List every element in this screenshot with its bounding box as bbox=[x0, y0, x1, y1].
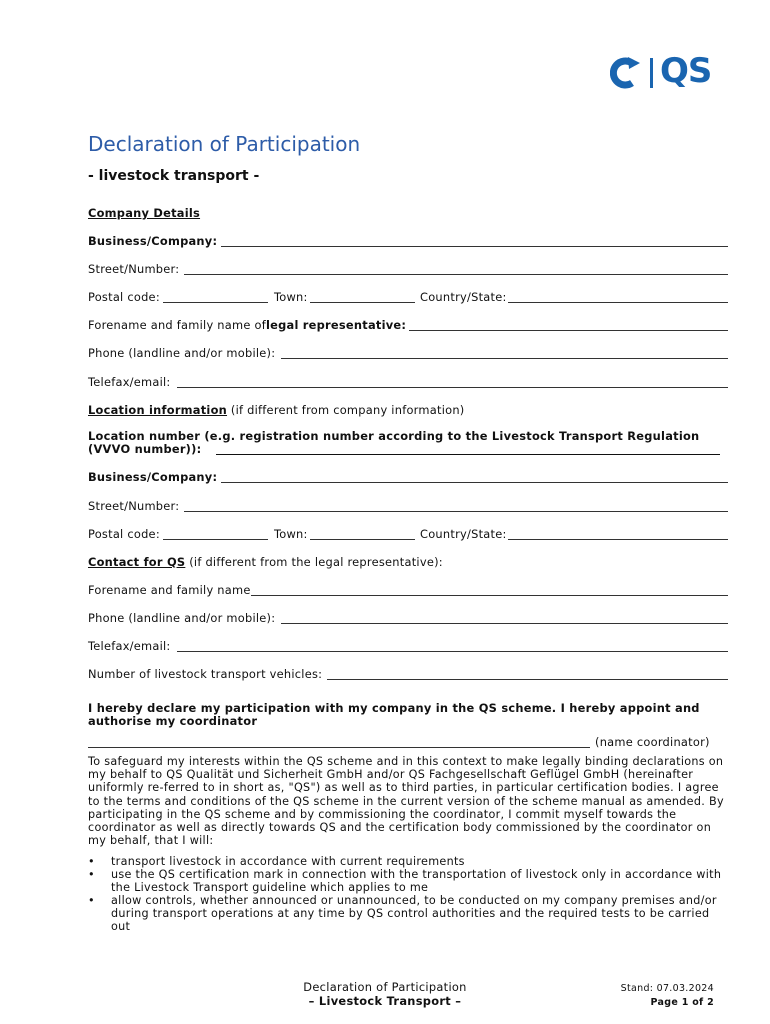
contact-name-field[interactable] bbox=[88, 583, 728, 599]
telefax-email-field[interactable] bbox=[88, 375, 728, 391]
vehicles-count-field[interactable] bbox=[88, 667, 728, 683]
vehicles-count-label: Number of livestock transport vehicles: bbox=[88, 667, 323, 681]
list-item bbox=[88, 868, 728, 894]
qs-logo bbox=[610, 51, 718, 92]
telefax-email-label: Telefax/email: bbox=[88, 375, 171, 389]
qs-logo-text: QS bbox=[660, 51, 712, 91]
location-information-heading: Location information bbox=[88, 403, 228, 417]
contact-for-qs-heading: Contact for QS bbox=[88, 555, 186, 569]
business-company-label: Business/Company: bbox=[88, 234, 218, 248]
phone-field[interactable] bbox=[88, 346, 728, 362]
location-number-label bbox=[88, 430, 728, 456]
declaration-body: To safeguard my interests within the QS scheme and in this context to make legally binding declarations on my behalf to QS Qualität und Sicherheit GmbH and/or QS Fachgesellschaft Geflügel GmbH (hereinafter uniformly re-ferred to in short as, "QS") as well as to third parties, in particular certification bodies. I agree to the terms and conditions of the QS scheme in the current version of the scheme manual as amended. By participating in the QS scheme and by commissioning the coordinator, I commit myself towards the coordinator as well as directly towards QS and the certification body commissioned by the coordinator on my behalf, that I will: bbox=[88, 755, 724, 848]
legal-representative-label: legal representative: bbox=[265, 318, 407, 332]
location-postal-code-label: Postal code: bbox=[88, 527, 160, 541]
location-street-number-field[interactable] bbox=[88, 499, 728, 515]
location-country-state-field[interactable] bbox=[508, 539, 728, 540]
location-business-company-label: Business/Company: bbox=[88, 470, 218, 484]
town-label: Town: bbox=[274, 290, 308, 304]
coordinator-name-label: (name coordinator) bbox=[595, 735, 710, 749]
contact-heading-row bbox=[88, 555, 443, 569]
phone-label: Phone (landline and/or mobile): bbox=[88, 346, 276, 360]
contact-telefax-email-field[interactable] bbox=[88, 639, 728, 655]
location-postal-code-field[interactable] bbox=[163, 539, 268, 540]
list-item-text: use the QS certification mark in connection with the transportation of livestock only in accordance with the Livestock Transport guideline which applies to me bbox=[111, 868, 722, 894]
business-company-field[interactable] bbox=[88, 234, 728, 250]
street-number-label: Street/Number: bbox=[88, 262, 180, 276]
contact-name-label: Forename and family name bbox=[88, 583, 251, 597]
country-state-label: Country/State: bbox=[420, 290, 507, 304]
contact-telefax-email-label: Telefax/email: bbox=[88, 639, 171, 653]
declaration-statement: I hereby declare my participation with my company in the QS scheme. I hereby appoint and authorise my coordinator bbox=[88, 701, 700, 728]
coordinator-name-field[interactable] bbox=[88, 735, 728, 751]
postal-code-field[interactable] bbox=[163, 302, 268, 303]
location-heading-row bbox=[88, 403, 465, 417]
footer-title bbox=[280, 980, 490, 1008]
location-postal-town-country-row bbox=[88, 527, 728, 543]
footer-stand-date: Stand: 07.03.2024 bbox=[620, 983, 714, 994]
location-information-note: (if different from company information) bbox=[227, 403, 465, 417]
location-number-label-line2: (VVVO number)): bbox=[88, 442, 202, 456]
bullet-icon: • bbox=[88, 855, 95, 868]
footer-meta bbox=[621, 982, 714, 1010]
footer-title-line1: Declaration of Participation bbox=[303, 980, 467, 994]
location-country-state-label: Country/State: bbox=[420, 527, 507, 541]
postal-town-country-row bbox=[88, 290, 728, 306]
list-item bbox=[88, 894, 728, 933]
country-state-field[interactable] bbox=[508, 302, 728, 303]
location-town-field[interactable] bbox=[310, 539, 415, 540]
contact-phone-label: Phone (landline and/or mobile): bbox=[88, 611, 276, 625]
location-business-company-field[interactable] bbox=[88, 470, 728, 486]
legal-representative-field[interactable] bbox=[88, 318, 728, 334]
contact-phone-field[interactable] bbox=[88, 611, 728, 627]
location-number-label-line1: Location number (e.g. registration number according to the Livestock Transport Regulation bbox=[88, 429, 700, 443]
bullet-icon: • bbox=[88, 894, 95, 907]
location-street-number-label: Street/Number: bbox=[88, 499, 180, 513]
bullet-icon: • bbox=[88, 868, 95, 881]
location-number-field[interactable] bbox=[88, 443, 728, 456]
contact-for-qs-note: (if different from the legal representative): bbox=[185, 555, 443, 569]
postal-code-label: Postal code: bbox=[88, 290, 160, 304]
location-town-label: Town: bbox=[274, 527, 308, 541]
document-subtitle: - livestock transport - bbox=[88, 168, 260, 184]
legal-representative-label-prefix: Forename and family name of bbox=[88, 318, 266, 332]
list-item-text: transport livestock in accordance with current requirements bbox=[111, 855, 465, 868]
commitments-list bbox=[88, 855, 728, 933]
list-item bbox=[88, 855, 728, 868]
footer-title-line2: – Livestock Transport – bbox=[308, 994, 462, 1008]
footer-page-number: Page 1 of 2 bbox=[650, 997, 714, 1008]
company-details-heading: Company Details bbox=[88, 206, 201, 220]
street-number-field[interactable] bbox=[88, 262, 728, 278]
town-field[interactable] bbox=[310, 302, 415, 303]
list-item-text: allow controls, whether announced or unannounced, to be conducted on my company premises and/or during transport operations at any time by QS control authorities and the required tests to be carried out bbox=[111, 894, 717, 933]
document-title: Declaration of Participation bbox=[88, 132, 361, 156]
